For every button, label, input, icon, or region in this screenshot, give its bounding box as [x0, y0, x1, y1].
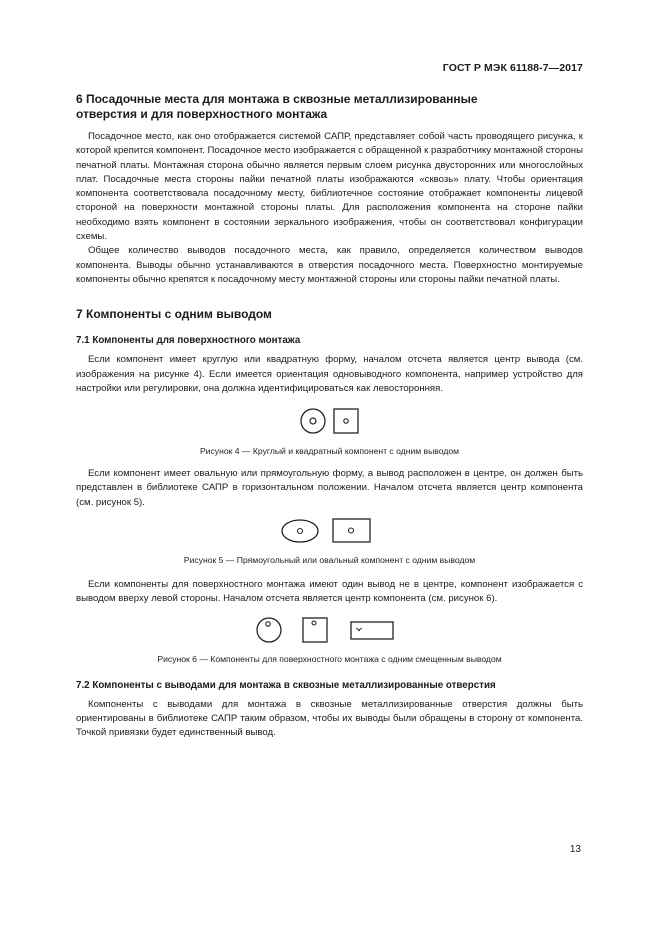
section-7-2-title: 7.2 Компоненты с выводами для монтажа в сквозные металлизированные отверстия — [76, 679, 496, 691]
figure-6-drawing — [255, 615, 405, 645]
square-component-outline — [334, 409, 358, 433]
square-offset-component-pin — [312, 621, 316, 625]
section-6-title-line1: 6 Посадочные места для монтажа в сквозные металлизированные — [76, 92, 478, 106]
figure-6-caption: Рисунок 6 — Компоненты для поверхностного монтажа с одним смещенным выводом — [157, 653, 502, 664]
figure-4 — [76, 405, 583, 437]
figure-4-drawing — [285, 405, 375, 437]
page-content — [76, 92, 583, 741]
figure-6 — [76, 615, 583, 645]
section-7-1-paragraph-3: Если компоненты для поверхностного монтажа имеют один вывод не в центре, компонент изображается с выводом вверху левой стороны. Началом отсчета является центр компонента (см. рисунок 6). — [76, 579, 583, 605]
figure-5-drawing — [280, 516, 380, 546]
figure-5 — [76, 516, 583, 546]
round-component-pin — [310, 418, 316, 424]
round-offset-component-pin — [265, 621, 269, 625]
section-6-title — [76, 92, 583, 122]
oval-component-pin — [297, 529, 302, 534]
rectangular-component-outline — [333, 519, 370, 542]
section-6-title-line2: отверстия и для поверхностного монтажа — [76, 107, 328, 121]
rectangular-offset-component-pin-dot — [358, 629, 360, 631]
document-code-header: ГОСТ Р МЭК 61188-7—2017 — [442, 62, 583, 74]
section-7-2-paragraph: Компоненты с выводами для монтажа в сквозные металлизированные отверстия должны быть ориентированы в библиотеке САПР таким образом, чтобы их выводы были обращены в сторону от компонента. Точкой привязки будет единственный вывод. — [76, 698, 583, 739]
section-6-paragraph-1: Посадочное место, как оно отображается системой САПР, представляет собой часть проводящего рисунка, к которой крепится компонент. Посадочное место изображается с обращенной к разработчику монтажной стороны печатной платы. Монтажная сторона обычно является первым слоем рисунка двусторонних или многослойных плат. Посадочные места стороны пайки печатной платы изображаются «сквозь» плату. Чтобы ориентация компонента соответствовала посадочному месту, библиотечное состояние отображает компоненты лицевой стороной на поверхности монтажной стороны платы. Для расположения компонента на стороне пайки необходимо взять компонент в состоянии зеркального изображения, чтобы он соответствовал конфигурации схемы. — [76, 131, 583, 243]
section-7-1-paragraph-2: Если компонент имеет овальную или прямоугольную форму, а вывод расположен в центре, он должен быть представлен в библиотеке САПР в горизонтальном положении. Началом отсчета является центр компонента (см. рисунок 5). — [76, 468, 583, 508]
section-7-1-title: 7.1 Компоненты для поверхностного монтажа — [76, 335, 301, 347]
oval-component-outline — [282, 520, 318, 542]
page-number: 13 — [569, 844, 581, 855]
figure-5-caption: Рисунок 5 — Прямоугольный или овальный компонент с одним выводом — [183, 555, 476, 566]
rectangular-component-pin — [348, 528, 353, 533]
section-7-title: 7 Компоненты с одним выводом — [76, 307, 272, 322]
figure-4-caption: Рисунок 4 — Круглый и квадратный компонент с одним выводом — [199, 446, 460, 457]
square-component-pin — [343, 419, 347, 423]
section-6-paragraph-2: Общее количество выводов посадочного места, как правило, определяется количеством выводов компонента. Выводы обычно устанавливаются в отверстия посадочного места. Поверхностно монтируемые компоненты обычно крепятся к посадочному месту монтажной стороны или стороны пайки печатной платы. — [76, 245, 583, 285]
section-7-1-paragraph-1: Если компонент имеет круглую или квадратную форму, началом отсчета является центр вывода (см. изображения на рисунке 4). Если имеется ориентация одновыводного компонента, например устройство для настройки или регулировки, она должна идентифицироваться как левосторонняя. — [76, 354, 583, 394]
round-component-outline — [301, 409, 325, 433]
rectangular-offset-component-outline — [351, 622, 393, 639]
